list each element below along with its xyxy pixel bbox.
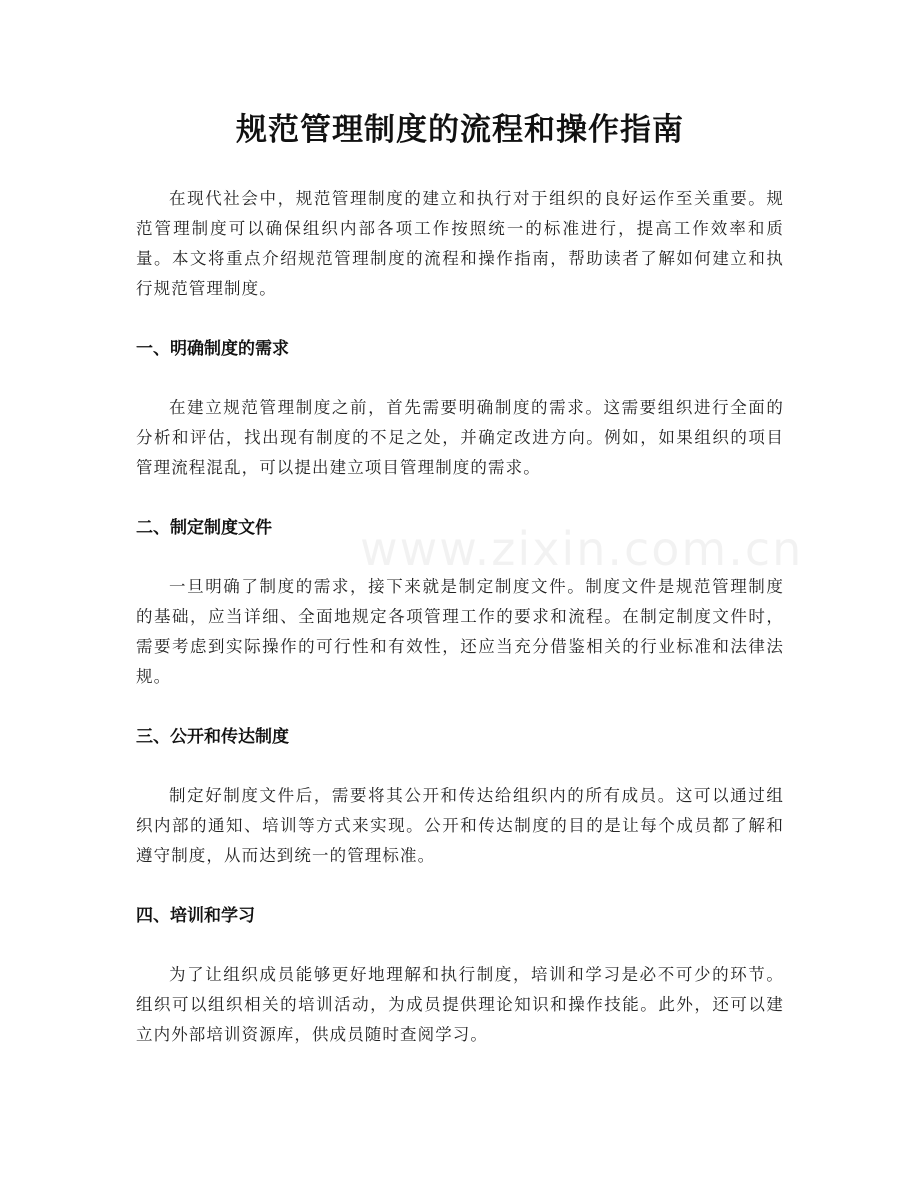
section-paragraph: 为了让组织成员能够更好地理解和执行制度，培训和学习是必不可少的环节。组织可以组织相关的培训活动，为成员提供理论知识和操作技能。此外，还可以建立内外部培训资源库，供成员随时查阅学习。 bbox=[136, 965, 784, 1044]
section-3 bbox=[136, 722, 784, 871]
section-2 bbox=[136, 513, 784, 692]
section-heading: 一、明确制度的需求 bbox=[136, 339, 289, 359]
section-paragraph: 制定好制度文件后，需要将其公开和传达给组织内的所有成员。这可以通过组织内部的通知、培训等方式来实现。公开和传达制度的目的是让每个成员都了解和遵守制度，从而达到统一的管理标准。 bbox=[136, 786, 784, 865]
intro-block bbox=[136, 184, 784, 304]
section-paragraph: 在建立规范管理制度之前，首先需要明确制度的需求。这需要组织进行全面的分析和评估，找出现有制度的不足之处，并确定改进方向。例如，如果组织的项目管理流程混乱，可以提出建立项目管理制度的需求。 bbox=[136, 398, 784, 477]
section-4 bbox=[136, 901, 784, 1050]
section-paragraph: 一旦明确了制度的需求，接下来就是制定制度文件。制度文件是规范管理制度的基础，应当详细、全面地规定各项管理工作的要求和流程。在制定制度文件时，需要考虑到实际操作的可行性和有效性，还应当充分借鉴相关的行业标准和法律法规。 bbox=[136, 577, 784, 686]
section-heading: 三、公开和传达制度 bbox=[136, 727, 289, 747]
section-heading: 四、培训和学习 bbox=[136, 906, 255, 926]
document-title: 规范管理制度的流程和操作指南 bbox=[236, 112, 684, 148]
watermark: www.zixin.com.cn bbox=[360, 522, 804, 576]
section-heading: 二、制定制度文件 bbox=[136, 518, 272, 538]
section-1 bbox=[136, 334, 784, 483]
intro-paragraph: 在现代社会中，规范管理制度的建立和执行对于组织的良好运作至关重要。规范管理制度可以确保组织内部各项工作按照统一的标准进行，提高工作效率和质量。本文将重点介绍规范管理制度的流程和操作指南，帮助读者了解如何建立和执行规范管理制度。 bbox=[136, 189, 784, 298]
